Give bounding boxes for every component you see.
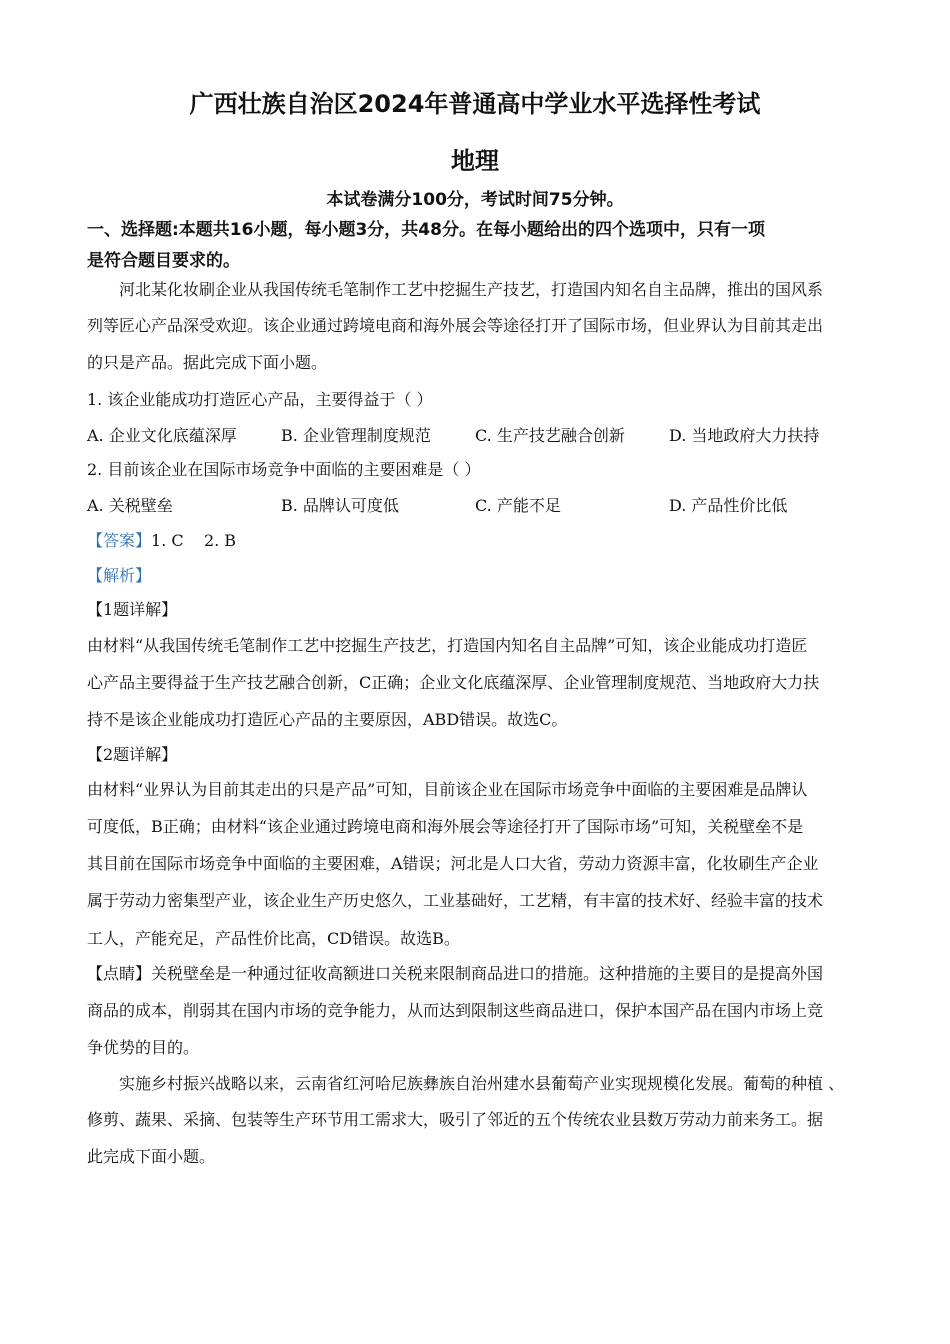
detail1-label: 【1题详解】 [87, 600, 178, 619]
passage1-line: 列等匠心产品深受欢迎。该企业通过跨境电商和海外展会等途径打开了国际市场，但业界认为目前其走出 [87, 316, 824, 335]
q1-option-a: A. 企业文化底蕴深厚 [87, 426, 237, 445]
detail1-line: 持不是该企业能成功打造匠心产品的主要原因，ABD错误。故选C。 [87, 710, 568, 729]
q1-option-b: B. 企业管理制度规范 [281, 426, 431, 445]
passage2-line: 实施乡村振兴战略以来，云南省红河哈尼族彝族自治州建水县葡萄产业实现规模化发展。葡萄的种植 、 [119, 1074, 845, 1093]
question-1-stem: 1. 该企业能成功打造匠心产品，主要得益于（ ） [87, 390, 433, 409]
q2-option-b: B. 品牌认可度低 [281, 496, 399, 515]
section-heading: 一、选择题:本题共16小题，每小题3分，共48分。在每小题给出的四个选项中，只有一项 [87, 220, 765, 240]
detail2-line: 工人，产能充足，产品性价比高，CD错误。故选B。 [87, 929, 460, 948]
tip-line [87, 964, 823, 984]
detail2-line: 可度低，B正确；由材料“该企业通过跨境电商和海外展会等途径打开了国际市场”可知，关税壁垒不是 [87, 817, 804, 836]
tip-line: 争优势的目的。 [87, 1038, 200, 1057]
tip-label: 【点睛】 [87, 964, 152, 983]
exam-info: 本试卷满分100分，考试时间75分钟。 [326, 190, 624, 210]
passage2-line: 此完成下面小题。 [87, 1147, 216, 1166]
q2-option-d: D. 产品性价比低 [669, 496, 788, 515]
answer-text: 1. C 2. B [151, 531, 237, 550]
answer-line [87, 531, 236, 551]
detail2-line: 由材料“业界认为目前其走出的只是产品”可知，目前该企业在国际市场竞争中面临的主要困难是品牌认 [87, 780, 808, 799]
page-title: 广西壮族自治区2024年普通高中学业水平选择性考试 [189, 90, 761, 118]
detail1-line: 由材料“从我国传统毛笔制作工艺中挖掘生产技艺，打造国内知名自主品牌”可知，该企业能成功打造匠 [87, 636, 808, 655]
passage1-line: 的只是产品。据此完成下面小题。 [87, 353, 328, 372]
detail2-label: 【2题详解】 [87, 745, 178, 764]
q2-option-c: C. 产能不足 [475, 496, 561, 515]
section-heading-cont: 是符合题目要求的。 [87, 251, 240, 271]
q1-option-c: C. 生产技艺融合创新 [475, 426, 625, 445]
detail2-line: 其目前在国际市场竞争中面临的主要困难，A错误；河北是人口大省，劳动力资源丰富，化妆刷生产企业 [87, 854, 819, 873]
subject-title: 地理 [451, 147, 499, 175]
tip-text: 关税壁垒是一种通过征收高额进口关税来限制商品进口的措施。这种措施的主要目的是提高外国 [151, 964, 824, 983]
answer-label: 【答案】 [87, 531, 152, 550]
passage1-line: 河北某化妆刷企业从我国传统毛笔制作工艺中挖掘生产技艺，打造国内知名自主品牌，推出的国风系 [119, 280, 824, 299]
q2-option-a: A. 关税壁垒 [87, 496, 173, 515]
q1-option-d: D. 当地政府大力扶持 [669, 426, 820, 445]
analysis-label: 【解析】 [87, 566, 152, 585]
question-2-stem: 2. 目前该企业在国际市场竞争中面临的主要困难是（ ） [87, 460, 481, 479]
detail1-line: 心产品主要得益于生产技艺融合创新，C正确；企业文化底蕴深厚、企业管理制度规范、当地政府大力扶 [87, 673, 820, 692]
detail2-line: 属于劳动力密集型产业，该企业生产历史悠久，工业基础好，工艺精，有丰富的技术好、经验丰富的技术 [87, 891, 824, 910]
tip-line: 商品的成本，削弱其在国内市场的竞争能力，从而达到限制这些商品进口，保护本国产品在国内市场上竞 [87, 1001, 824, 1020]
passage2-line: 修剪、蔬果、采摘、包装等生产环节用工需求大，吸引了邻近的五个传统农业县数万劳动力前来务工。据 [87, 1110, 824, 1129]
